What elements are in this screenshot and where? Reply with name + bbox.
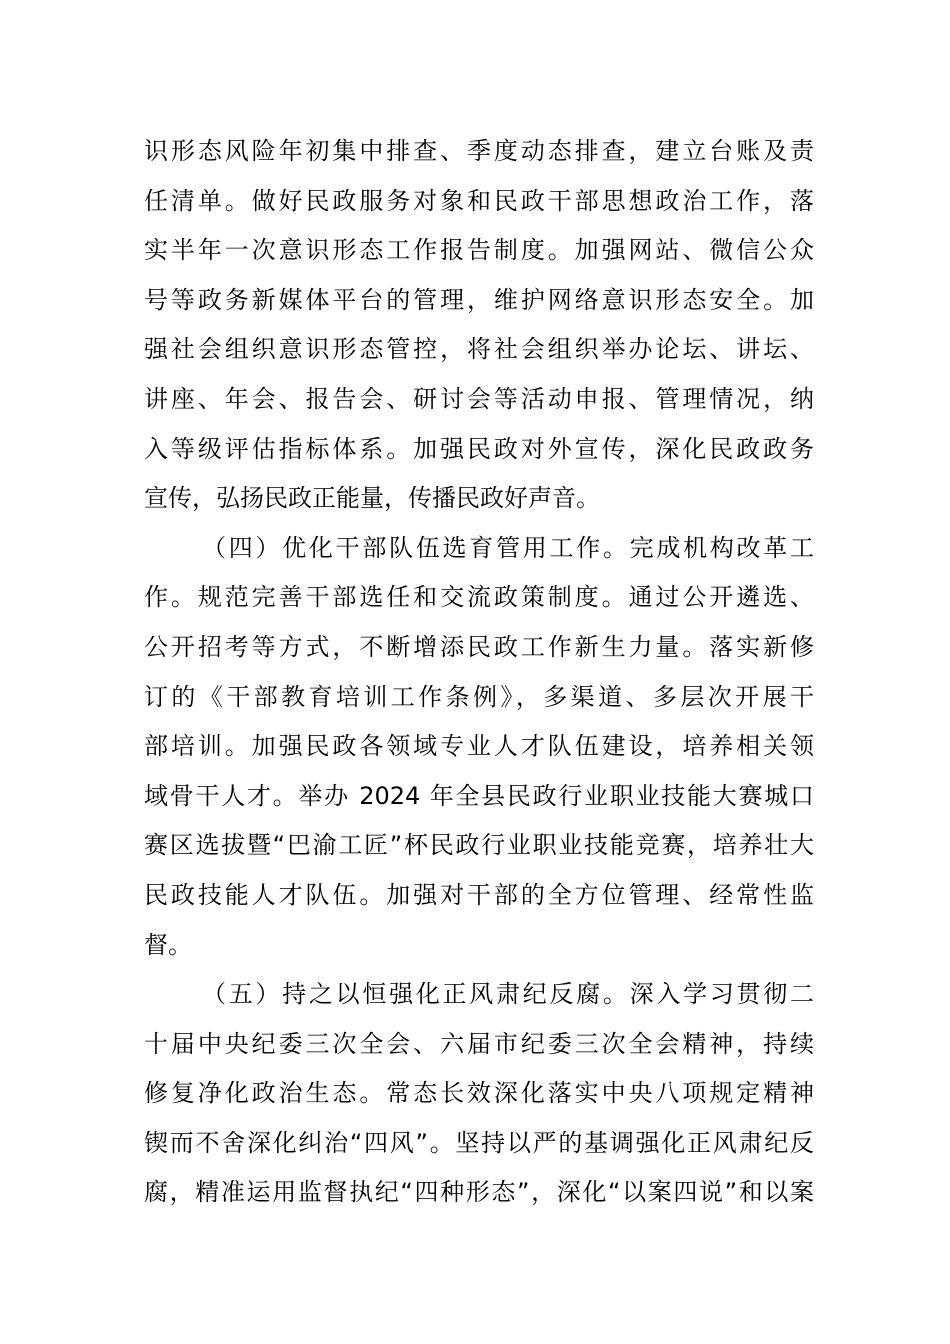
document-body bbox=[144, 127, 814, 1218]
text-line: 讲座、年会、报告会、研讨会等活动申报、管理情况，纳 bbox=[144, 384, 814, 413]
text-line: 民政技能人才队伍。加强对干部的全方位管理、经常性监 bbox=[144, 880, 814, 909]
text-line: 订的《干部教育培训工作条例》，多渠道、多层次开展干 bbox=[144, 682, 814, 711]
text-line: 入等级评估指标体系。加强民政对外宣传，深化民政政务 bbox=[144, 434, 814, 463]
text-line: 部培训。加强民政各领域专业人才队伍建设，培养相关领 bbox=[144, 732, 814, 761]
text-line: 十届中央纪委三次全会、六届市纪委三次全会精神，持续 bbox=[144, 1029, 814, 1058]
text-line: 实半年一次意识形态工作报告制度。加强网站、微信公众 bbox=[144, 236, 814, 265]
text-line: 识形态风险年初集中排查、季度动态排查，建立台账及责 bbox=[144, 137, 814, 165]
text-line: 公开招考等方式，不断增添民政工作新生力量。落实新修 bbox=[144, 632, 814, 661]
text-line: 强社会组织意识形态管控，将社会组织举办论坛、讲坛、 bbox=[144, 335, 814, 364]
text-line: 锲而不舍深化纠治“四风”。坚持以严的基调强化正风肃纪反 bbox=[144, 1128, 814, 1157]
paragraph-p2 bbox=[144, 524, 814, 970]
text-line: 修复净化政治生态。常态长效深化落实中央八项规定精神 bbox=[144, 1079, 814, 1108]
paragraph-p1 bbox=[144, 127, 814, 524]
text-line: （五）持之以恒强化正风肃纪反腐。深入学习贯彻二 bbox=[202, 980, 814, 1009]
text-line: 宣传，弘扬民政正能量，传播民政好声音。 bbox=[144, 484, 600, 513]
text-line: 作。规范完善干部选任和交流政策制度。通过公开遴选、 bbox=[144, 583, 814, 612]
text-line: 腐，精准运用监督执纪“四种形态”，深化“以案四说”和以案 bbox=[144, 1178, 814, 1207]
text-line: 域骨干人才。举办 2024 年全县民政行业职业技能大赛城口 bbox=[144, 781, 814, 810]
text-line: 赛区选拔暨“巴渝工匠”杯民政行业职业技能竞赛，培养壮大 bbox=[144, 831, 814, 860]
text-line: 任清单。做好民政服务对象和民政干部思想政治工作，落 bbox=[144, 186, 814, 215]
text-line: （四）优化干部队伍选育管用工作。完成机构改革工 bbox=[202, 533, 814, 562]
text-line: 号等政务新媒体平台的管理，维护网络意识形态安全。加 bbox=[144, 285, 814, 314]
text-line: 督。 bbox=[144, 930, 192, 959]
paragraph-p3 bbox=[144, 970, 814, 1218]
